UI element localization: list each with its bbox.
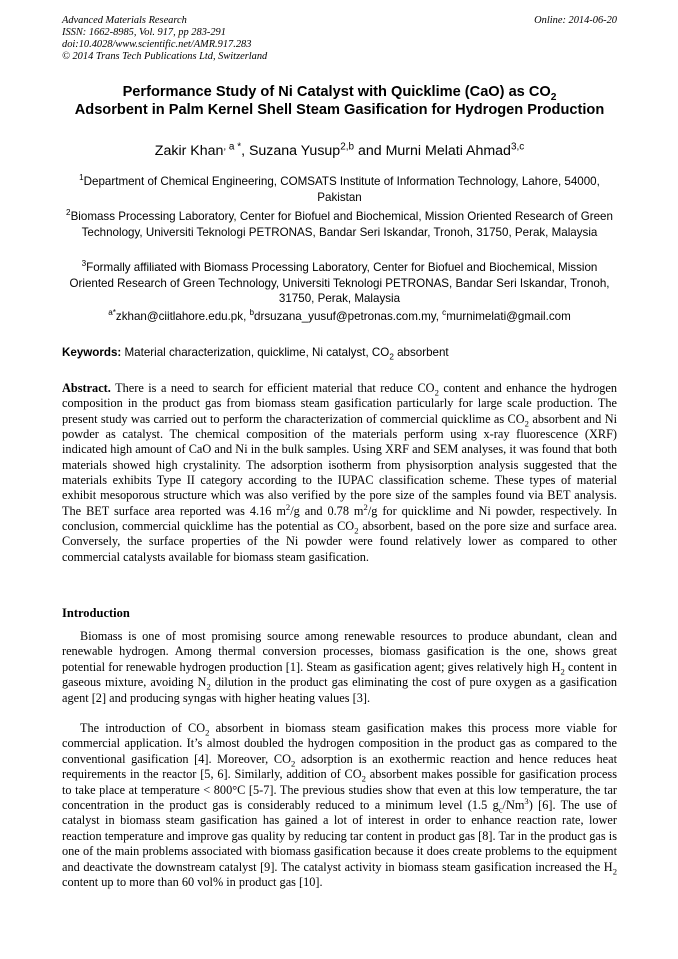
affiliation-2 [62,209,617,240]
abstract-label: Abstract. [62,381,111,395]
subscript: 2 [354,525,359,536]
title-text-continued: Adsorbent in Palm Kernel Shell Steam Gasification for Hydrogen Production [74,101,605,118]
paragraph-text: absorbent makes possible for gasification process to take place at temperature < 800°C [5-7]. The previous studies show that even at this low temperature, the tar concentration in the product gas is considerably reduced to a minimum level (1.5 g [62,767,618,813]
author-3: Murni Melati Ahmad [385,143,511,159]
email-c[interactable]: murnimelati@gmail.com [446,310,571,323]
superscript: 3 [524,795,529,806]
author-2: Suzana Yusup [248,143,341,159]
keywords-label: Keywords: [62,346,122,359]
abstract [62,381,617,565]
subscript: 2 [524,418,529,429]
email-b[interactable]: drsuzana_yusuf@petronas.com.my [254,310,436,323]
superscript: 2 [285,501,291,512]
subscript: 2 [205,727,210,738]
author-1: Zakir Khan [154,143,224,159]
author-3-marker: 3,c [510,141,525,153]
keywords [62,346,617,360]
abstract-text: content and enhance the hydrogen composition in the product gas from biomass steam gasification particularly for large scale production. The present study was carried out to perform the characterization of commercial quicklime as CO [62,381,617,426]
keywords-tail: absorbent [397,346,449,359]
author-emails: $^{a*}$zkhan@ciitlahore.edu.pk, $^b$drsuzana_yusuf@petronas.com.my, $^c$murnimelati@gmail.com [108,308,571,323]
affiliation-text: Biomass Processing Laboratory, Center for Biofuel and Biochemical, Mission Oriented Research of Green Technology, Universiti Teknologi PETRONAS, Bandar Seri Iskandar, Tronoh, 31750, Perak, Malaysia [70,210,613,239]
title-subscript: 2 [550,91,557,103]
paper-title [62,84,617,119]
paragraph-text: content in gaseous mixture, avoiding N [62,659,617,690]
paragraph-text: adsorption is an exothermic reaction and hence reduces heat requirements in the reactor [5, 6]. Similarly, addition of CO [62,751,618,782]
online-date: Online: 2014-06-20 [534,15,617,26]
email-marker: b [249,308,255,318]
copyright-line: © 2014 Trans Tech Publications Ltd, Switzerland [62,51,268,62]
subscript: 2 [290,758,296,769]
affiliation-number: 2 [66,208,71,218]
keywords-text: Material characterization, quicklime, Ni catalyst, CO [124,346,390,359]
keywords-subscript: 2 [389,352,394,362]
abstract-text: absorbent, based on the pore size and surface area. Conversely, the surface properties of the Ni powder were found relatively lower as compared to other commercial catalysts available for biomass steam gasification. [62,519,617,564]
subscript: 2 [361,773,366,784]
paragraph-text: absorbent in biomass steam gasification makes this process more viable for commercial application. It’s almost doubled the hydrogen composition in the product gas as compared to the conventional gasification [4]. Moreover, CO [62,721,618,766]
email-a[interactable]: zkhan@ciitlahore.edu.pk [115,310,244,323]
email-marker: c [442,308,447,318]
affiliation-number: 1 [79,173,84,183]
subscript: c [498,804,503,815]
subscript: 2 [206,681,211,692]
author-conjunction: and [357,143,382,159]
abstract-text: /g for quicklime and Ni powder, respectively. In conclusion, commercial quicklime has the potential as CO [62,503,617,534]
issn-line: ISSN: 1662-8985, Vol. 917, pp 283-291 [62,27,226,38]
affiliation-number: 3 [81,259,87,269]
paragraph-text: /Nm [502,798,525,813]
title-text: Performance Study of Ni Catalyst with Quicklime (CaO) as CO [122,84,551,100]
email-marker: a* [108,308,116,318]
affiliation-3 [62,260,617,307]
paragraph-text: dilution in the product gas eliminating the cost of pure oxygen as a gasification agent [2] and producing syngas with higher heating values [3]. [62,675,618,705]
subscript: 2 [434,387,439,398]
paragraph-text: ) [6]. The use of catalyst in biomass steam gasification has gained a lot of interest in order to enhance reaction rate, lower reaction temperature and improve gas quality by reducing tar content in product gas [8]. Tar in the product gas is one of the main problems associated with biomass gasification because it does create problems to the equipment and deactivate the downstream catalyst [9]. The catalyst activity in biomass steam gasification increased the H [62,798,617,874]
author-2-marker: 2,b [340,141,354,153]
author-1-marker: , a * [223,141,242,153]
subscript: 2 [612,866,617,877]
abstract-text: There is a need to search for efficient material that reduce CO [115,381,435,395]
superscript: 2 [363,501,368,512]
section-heading-introduction: Introduction [62,606,130,620]
affiliation-1 [62,174,617,205]
paragraph-text: content up to more than 60 vol% in product gas [10]. [62,875,323,890]
abstract-text: absorbent and Ni powder as catalyst. The chemical composition of the materials perform using x-ray fluorescence (XRF) indicated high amount of CaO and Ni in the bulk samples. Using XRF and SEM analyses, it was found that both materials showed high crystalinity. The adsorption isotherm from physisorption analysis suggested that the materials exhibits Type II category according to the IUPAC classification scheme. These types of material exhibit mesoporous structure which was also verified by the pore size of the samples found via BET analysis. The BET surface area reported was 4.16 m [62,411,617,518]
journal-name: Advanced Materials Research [62,15,187,26]
author-list: Zakir Khan$^{, a *}$, Suzana Yusup$^{2,b}$ and Murni Melati Ahmad$^{3,c}$ [154,141,525,159]
intro-paragraph-2 [62,721,617,890]
doi-line: doi:10.4028/www.scientific.net/AMR.917.283 [62,39,252,50]
affiliation-text: Formally affiliated with Biomass Processing Laboratory, Center for Biofuel and Biochemical, Mission Oriented Research of Green Technology, Universiti Teknologi PETRONAS, Bandar Seri Iskandar, Tronoh, 31750, Perak, Malaysia [69,261,610,305]
paragraph-text: Biomass is one of most promising source among renewable resources to produce abundant, clean and renewable hydrogen. Among thermal conversion processes, biomass gasification is the one, shows great potential for renewable hydrogen production [1]. Steam as gasification agent; gives relatively high H [62,629,617,674]
abstract-text: /g and 0.78 m [290,503,364,518]
affiliation-text: Department of Chemical Engineering, COMSATS Institute of Information Technology, Lahore, 54000, Pakistan [83,175,600,204]
intro-paragraph-1 [62,629,617,706]
journal-header [62,15,617,63]
subscript: 2 [560,666,565,677]
paragraph-text: The introduction of CO [80,721,206,735]
